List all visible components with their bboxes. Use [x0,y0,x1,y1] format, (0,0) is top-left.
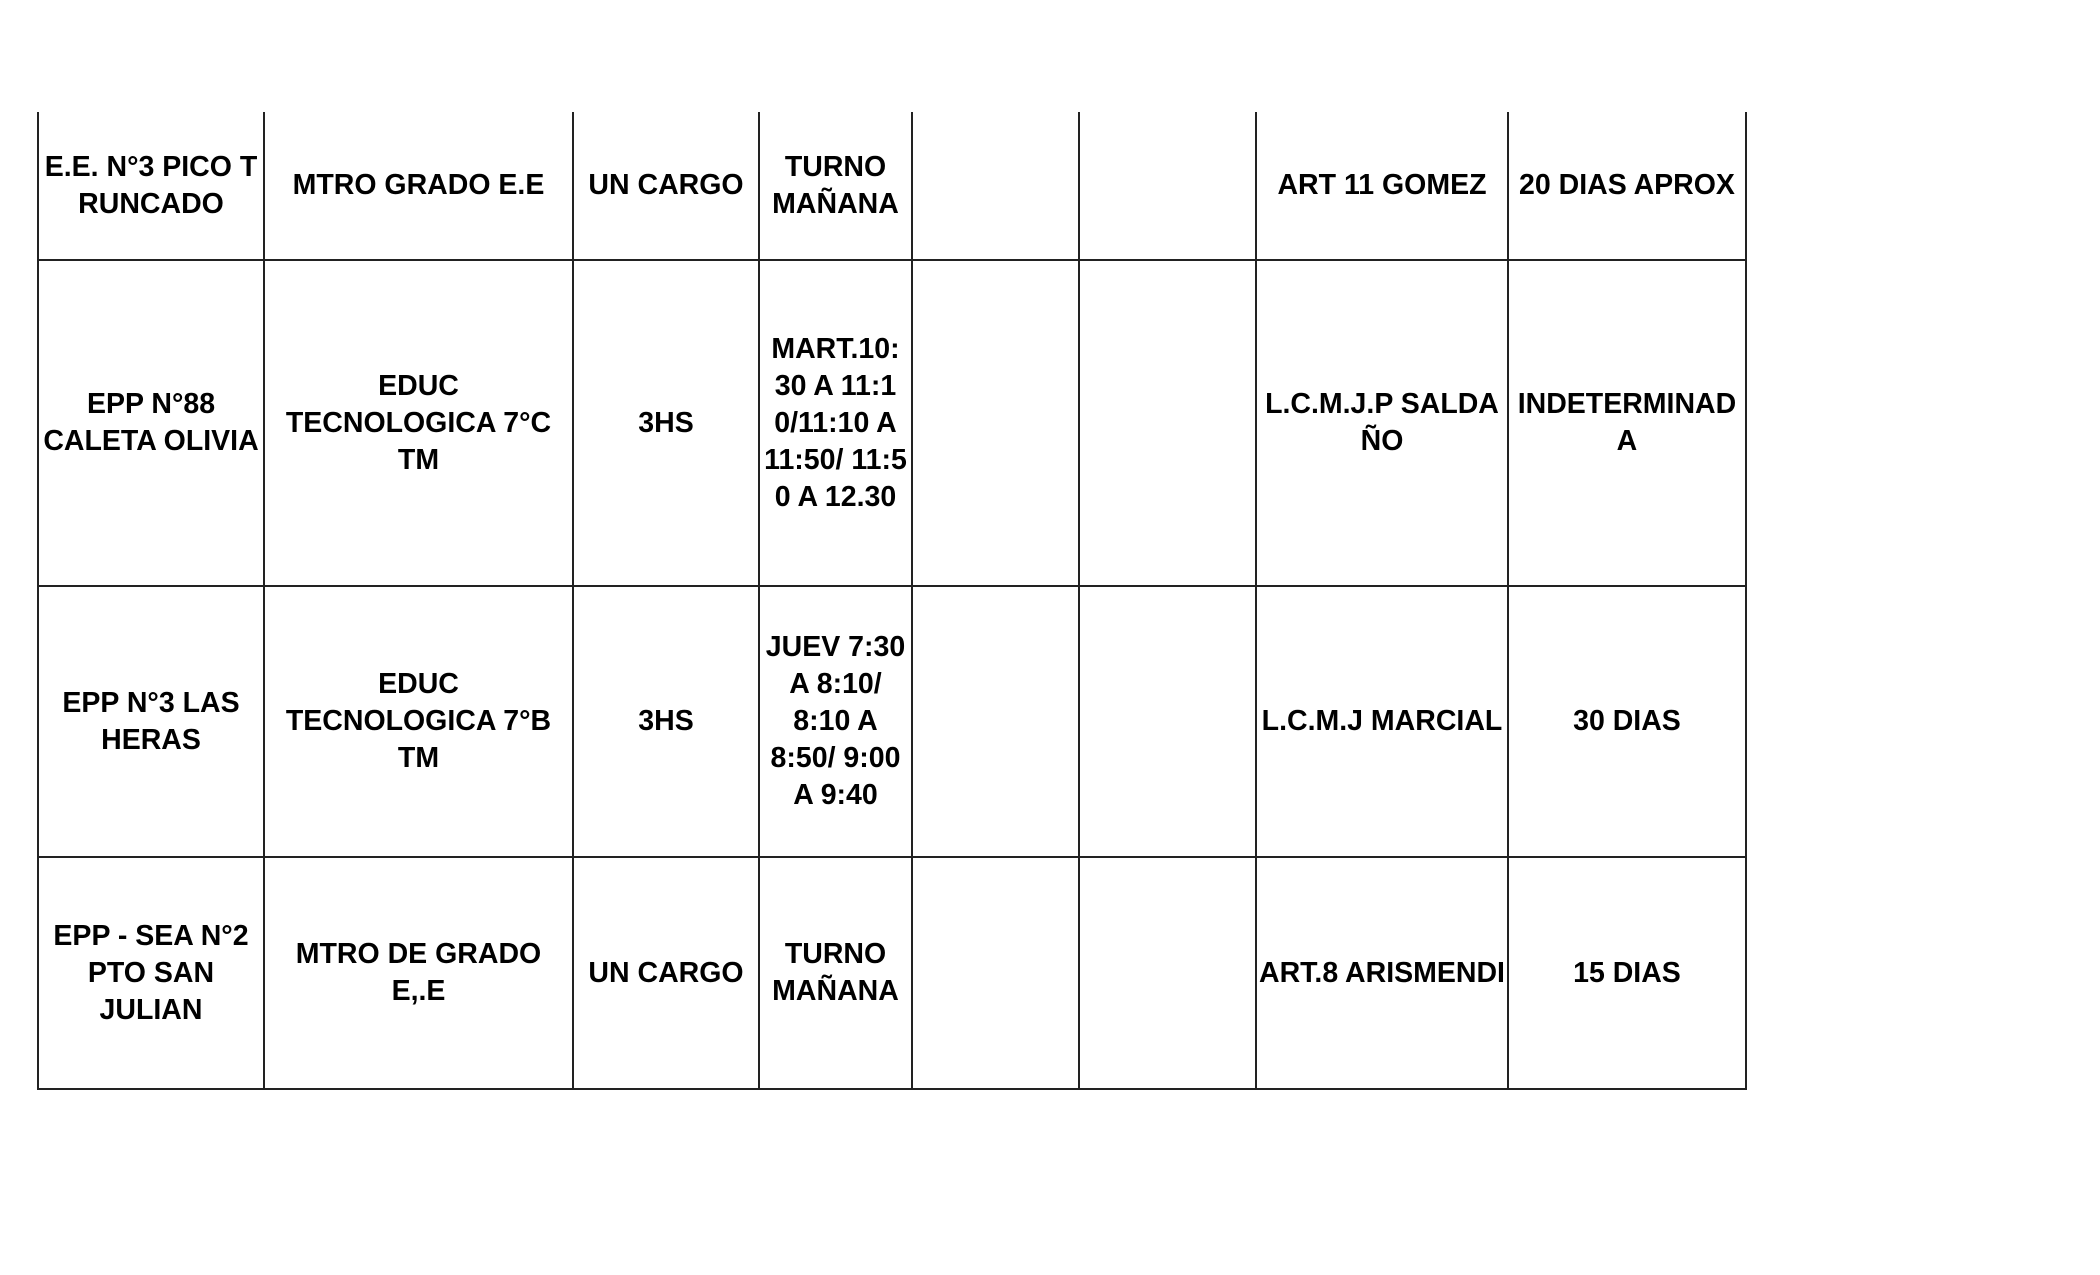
spreadsheet-table [37,112,1747,1090]
cell-escuela [38,260,264,586]
cell-cantidad: UN CARGO [573,112,759,260]
cell-articulo: L.C.M.J MARCIAL [1256,586,1508,857]
table-row [38,857,1746,1089]
cell-empty-6 [1079,260,1256,586]
cell-escuela: EPP - SEA N°2 PTO SAN JULIAN [38,857,264,1089]
cell-articulo: ART.8 ARISMENDI [1256,857,1508,1089]
cell-horario: MART.10:30 A 11:10/11:10 A 11:50/ 11:50 A 12.30 [759,260,912,586]
cell-horario: JUEV 7:30 A 8:10/ 8:10 A 8:50/ 9:00 A 9:40 [759,586,912,857]
cell-empty-5 [912,112,1079,260]
table-row [38,260,1746,586]
cell-empty-5 [912,260,1079,586]
cell-empty-6 [1079,112,1256,260]
cell-duracion: 30 DIAS [1508,586,1746,857]
cell-cargo: EDUC TECNOLOGICA 7°B TM [264,586,573,857]
cell-empty-6 [1079,857,1256,1089]
cell-empty-5 [912,586,1079,857]
table-row [38,586,1746,857]
cell-empty-5 [912,857,1079,1089]
cell-cantidad: 3HS [573,260,759,586]
cell-cantidad: 3HS [573,586,759,857]
cell-articulo: L.C.M.J.P SALDAÑO [1256,260,1508,586]
cell-empty-6 [1079,586,1256,857]
cell-cargo: MTRO GRADO E.E [264,112,573,260]
cell-duracion: 15 DIAS [1508,857,1746,1089]
table-row [38,112,1746,260]
cell-escuela-text: EPP N°88 CALETA OLIVIA [43,388,259,457]
cell-escuela: E.E. N°3 PICO TRUNCADO [38,112,264,260]
cell-cargo: EDUC TECNOLOGICA 7°C TM [264,260,573,586]
cell-escuela: EPP N°3 LAS HERAS [38,586,264,857]
cell-duracion: INDETERMINADA [1508,260,1746,586]
cell-horario: TURNO MAÑANA [759,857,912,1089]
cell-cantidad: UN CARGO [573,857,759,1089]
cell-cargo: MTRO DE GRADO E,.E [264,857,573,1089]
cell-articulo: ART 11 GOMEZ [1256,112,1508,260]
cell-duracion: 20 DIAS APROX [1508,112,1746,260]
cell-horario: TURNO MAÑANA [759,112,912,260]
